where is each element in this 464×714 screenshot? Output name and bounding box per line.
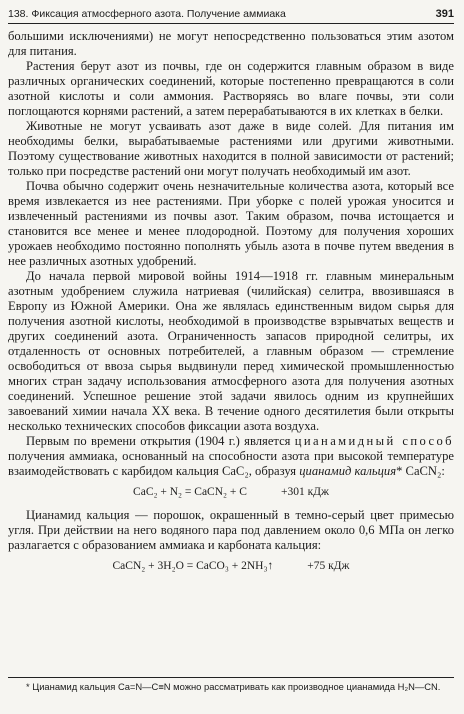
equation-heat: +75 кДж (307, 560, 350, 572)
paragraph-soil: Почва обычно содержит очень незначительные количества азота, который все время извлекается из нее растениями. При уборке с полей урожая уносится и извлеченный растениями из почвы азот. Таким образом, почва истощается и становится все менее и менее плодородной. Поэтому для получения хороших урожаев необходимо постоянно пополнять убыль азота в почве путем введения в нее различных азотных удобрений. (8, 179, 454, 268)
equation-heat: +301 кДж (280, 486, 329, 498)
running-head (8, 6, 454, 24)
footnote (8, 677, 454, 693)
text-fragment: * CaCN₂: (396, 464, 445, 478)
paragraph-continued: большими исключениями) не могут непосредственно пользоваться этим азотом для питания. (8, 29, 454, 58)
equation-formula: CaC₂ + N₂ = CaCN₂ + C (133, 486, 247, 498)
paragraph-animals: Животные не могут усваивать азот даже в виде солей. Для питания им необходимы белки, вырабатываемые растениями или другими животными. Поэтому существование животных находится в полной зависимости от растений; только при посредстве растений они могут получать необходимый им азот. (8, 119, 454, 178)
italic-term: цианамид кальция (299, 464, 397, 478)
equation-1 (8, 485, 454, 500)
text-fragment: Первым по времени открытия (1904 г.) является (26, 434, 295, 448)
paragraph-cyanamide-properties: Цианамид кальция — порошок, окрашенный в темно-серый цвет примесью угля. При действии на него водяного пара под давлением около 0,6 МПа он легко разлагается с образованием аммиака и карбоната кальция: (8, 508, 454, 552)
text-fragment: получения аммиака, основанный на способности азота при высокой температуре взаимодействовать с карбидом кальция CaC₂, образуя (8, 449, 454, 478)
paragraph-history: До начала первой мировой войны 1914—1918 гг. главным минеральным азотным удобрением служила натриевая (чилийская) селитра, ввозившаяся в Европу из Южной Америки. Она же являлась единственным видом сырья для получения азотной кислоты, необходимой в производстве взрывчатых веществ и других соединений азота. Ограниченность запасов природной селитры, их отдаленность от основных потребителей, а главным образом — стремление освободиться от ввоза сырья выдвинули перед химической промышленностью многих стран задачу использования атмосферного азота для получения азотных соединений. Успешное решение этой задачи явилось одним из крупнейших завоеваний химии начала XX века. В течение одного десятилетия были открыты несколько технических способов фиксации азота воздуха. (8, 269, 454, 433)
page-number: 391 (435, 8, 454, 20)
equation-formula: CaCN₂ + 3H₂O = CaCO₃ + 2NH₃↑ (112, 560, 274, 572)
paragraph-plants: Растения берут азот из почвы, где он содержится главным образом в виде различных органических соединений, которые постепенно превращаются в соли азотной кислоты и соли аммония. Растворяясь во влаге почвы, эти соли поглощаются корнями растений, а затем перерабатываются в их клетках в белки. (8, 59, 454, 118)
paragraph-cyanamide-method (8, 434, 454, 479)
spaced-term: цианамидный способ (294, 434, 454, 448)
section-title: 138. Фиксация атмосферного азота. Получение аммиака (8, 8, 286, 20)
footnote-text: * Цианамид кальция Ca=N—C≡N можно рассматривать как производное цианамида H₂N—CN. (26, 681, 441, 692)
equation-2 (8, 559, 454, 574)
body-text (8, 29, 454, 574)
